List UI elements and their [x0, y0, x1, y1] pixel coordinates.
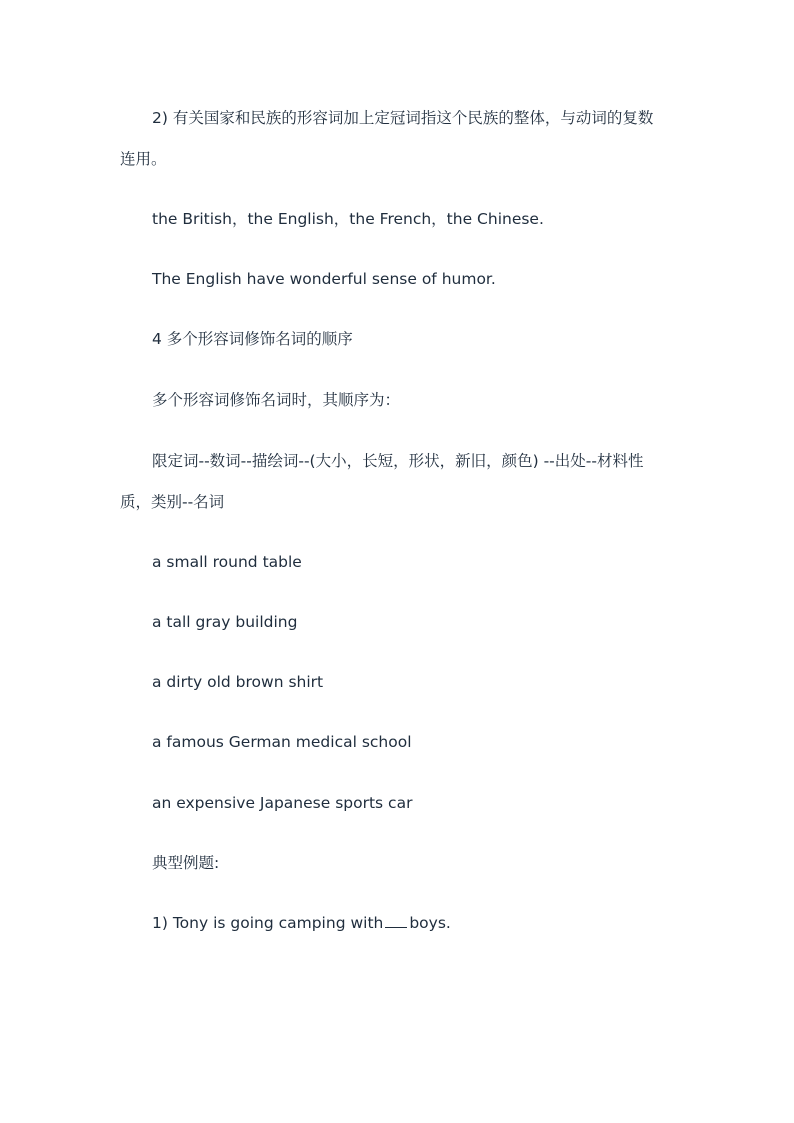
paragraph-line: 质，类别--名词 [120, 493, 225, 511]
paragraph-text: the British，the English，the French，the Chinese. [152, 210, 544, 228]
question-text-end: boys. [409, 914, 451, 932]
paragraph-text: 4 多个形容词修饰名词的顺序 [152, 330, 353, 348]
paragraph-text: The English have wonderful sense of humor. [152, 270, 496, 288]
example-phrase [120, 542, 676, 583]
example-phrase [120, 722, 676, 763]
section-heading-examples [120, 843, 676, 884]
paragraph-order-intro [120, 380, 676, 421]
answer-blank [385, 913, 407, 928]
example-phrase [120, 662, 676, 703]
paragraph-text: 多个形容词修饰名词时，其顺序为： [152, 391, 401, 409]
paragraph-text: an expensive Japanese sports car [152, 794, 413, 812]
paragraph-text: a tall gray building [152, 613, 298, 631]
paragraph-text: a small round table [152, 553, 302, 571]
paragraph-nationality-rule [120, 98, 676, 180]
example-nationalities [120, 199, 676, 240]
example-sentence-humor [120, 259, 676, 300]
paragraph-line: 限定词--数词--描绘词--(大小，长短，形状，新旧，颜色) --出处--材料性 [152, 452, 644, 470]
example-phrase [120, 602, 676, 643]
paragraph-line: 连用。 [120, 150, 167, 168]
exercise-question [120, 903, 676, 944]
paragraph-text: 典型例题: [152, 854, 220, 872]
question-text: 1) Tony is going camping with [152, 914, 384, 932]
paragraph-order-rule [120, 441, 676, 523]
paragraph-text: a dirty old brown shirt [152, 673, 324, 691]
paragraph-text: a famous German medical school [152, 733, 412, 751]
example-phrase [120, 783, 676, 824]
paragraph-line: 2) 有关国家和民族的形容词加上定冠词指这个民族的整体，与动词的复数 [152, 109, 654, 127]
section-heading-adjective-order [120, 319, 676, 360]
